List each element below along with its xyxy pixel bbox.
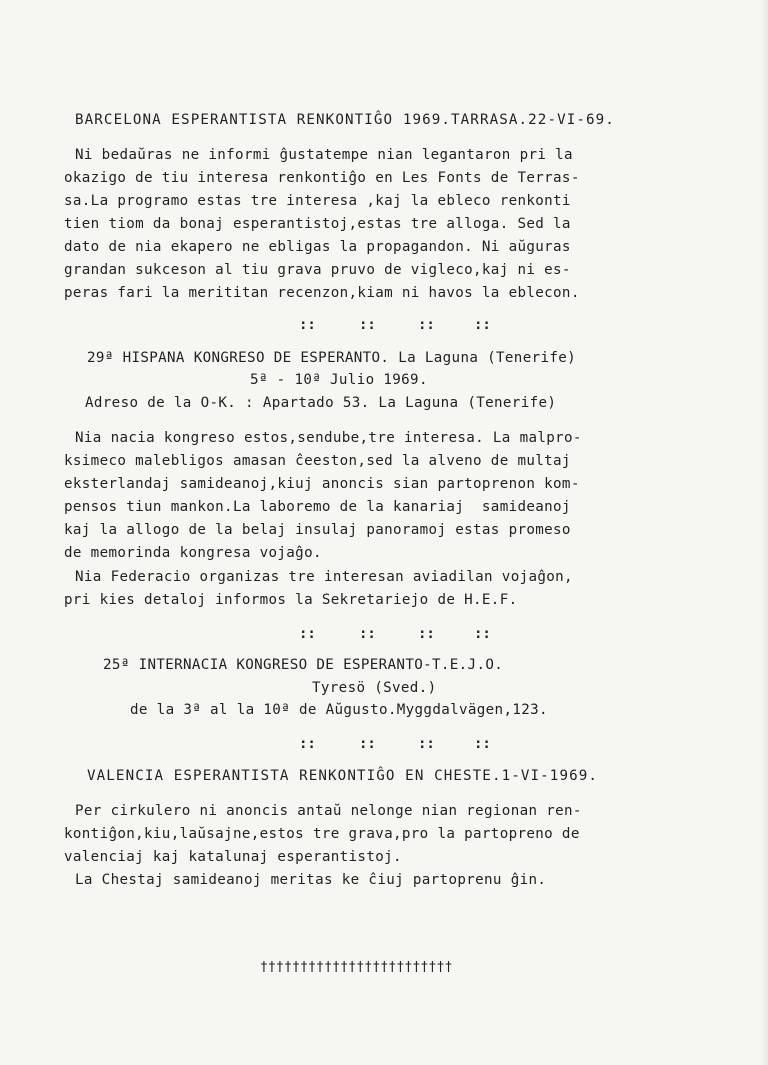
separator-mark: :: [359, 736, 376, 752]
valencia-line: kontiĝon,kiu,laŭsajne,estos tre grava,pro la partopreno de [64, 826, 580, 842]
barcelona-line: dato de nia ekapero ne ebligas la propagandon. Ni aŭguras [64, 239, 571, 255]
hispana-line: Nia Federacio organizas tre interesan aviadilan vojaĝon, [75, 569, 573, 585]
barcelona-line: Ni bedaŭras ne informi ĝustatempe nian legantaron pri la [75, 147, 573, 163]
separator-mark: :: [418, 626, 435, 642]
hispana-line: eksterlandaj samideanoj,kiuj anoncis sian partoprenon kom- [64, 476, 580, 492]
separator-mark: :: [359, 317, 376, 333]
hispana-line: kaj la allogo de la belaj insulaj panoramoj estas promeso [64, 522, 571, 538]
separator-mark: :: [474, 626, 491, 642]
barcelona-line: grandan sukceson al tiu grava pruvo de vigleco,kaj ni es- [64, 262, 571, 278]
barcelona-line: tien tiom da bonaj esperantistoj,estas tre alloga. Sed la [64, 216, 571, 232]
barcelona-line: okazigo de tiu interesa renkontiĝo en Les Fonts de Terras- [64, 170, 580, 186]
hispana-line: ksimeco malebligos amasan ĉeeston,sed la alveno de multaj [64, 453, 571, 469]
separator-mark: :: [418, 317, 435, 333]
separator-mark: :: [359, 626, 376, 642]
barcelona-heading: BARCELONA ESPERANTISTA RENKONTIĜO 1969.TARRASA.22-VI-69. [75, 112, 615, 128]
separator-mark: :: [474, 736, 491, 752]
separator-mark: :: [299, 736, 316, 752]
hispana-address: Adreso de la O-K. : Apartado 53. La Laguna (Tenerife) [85, 395, 557, 411]
valencia-heading: VALENCIA ESPERANTISTA RENKONTIĜO EN CHESTE.1-VI-1969. [87, 768, 599, 784]
valencia-line: Per cirkulero ni anoncis antaŭ nelonge nian regionan ren- [75, 803, 582, 819]
separator-mark: :: [299, 626, 316, 642]
barcelona-line: peras fari la merititan recenzon,kiam ni havos la eblecon. [64, 285, 580, 301]
valencia-line: valenciaj kaj katalunaj esperantistoj. [64, 849, 402, 865]
separator-mark: :: [299, 317, 316, 333]
hispana-line: pensos tiun mankon.La laboremo de la kanariaj samideanoj [64, 499, 571, 515]
section-separator [0, 315, 768, 335]
tejo-place: Tyresö (Sved.) [312, 680, 437, 696]
valencia-line: La Chestaj samideanoj meritas ke ĉiuj partoprenu ĝin. [75, 872, 547, 888]
separator-mark: :: [418, 736, 435, 752]
hispana-line: de memorinda kongresa vojaĝo. [64, 545, 322, 561]
hispana-dates: 5ª - 10ª Julio 1969. [250, 372, 428, 388]
tejo-dates: de la 3ª al la 10ª de Aŭgusto.Myggdalvägen,123. [130, 702, 548, 718]
hispana-line: pri kies detaloj informos la Sekretariejo de H.E.F. [64, 592, 518, 608]
barcelona-line: sa.La programo estas tre interesa ,kaj la ebleco renkonti [64, 193, 571, 209]
section-separator [0, 734, 768, 754]
footer-crosses: †††††††††††††††††††††††† [260, 960, 453, 975]
hispana-heading: 29ª HISPANA KONGRESO DE ESPERANTO. La Laguna (Tenerife) [87, 350, 577, 366]
separator-mark: :: [474, 317, 491, 333]
section-separator [0, 624, 768, 644]
tejo-heading: 25ª INTERNACIA KONGRESO DE ESPERANTO-T.E.J.O. [103, 657, 504, 673]
hispana-line: Nia nacia kongreso estos,sendube,tre interesa. La malpro- [75, 430, 582, 446]
